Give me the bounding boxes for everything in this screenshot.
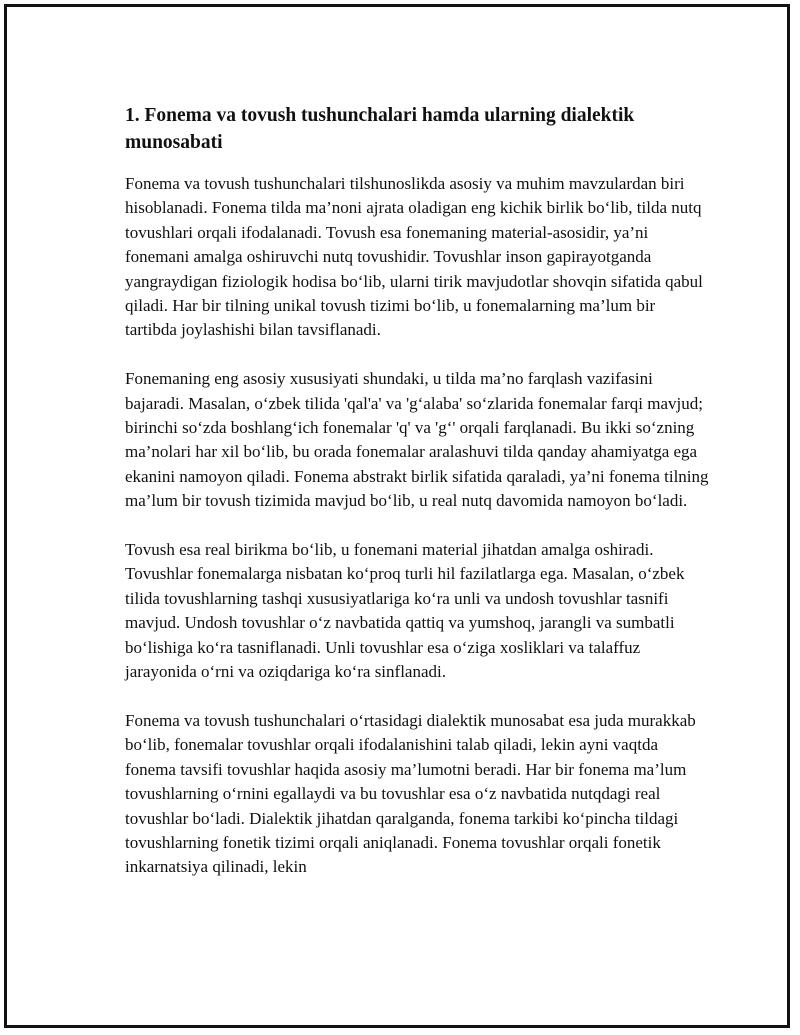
section-heading: 1. Fonema va tovush tushunchalari hamda ularning dialektik munosabati [125, 105, 635, 153]
paragraph-2: Fonemaning eng asosiy xususiyati shundaki, u tilda ma’no farqlash vazifasini bajaradi. Masalan, o‘zbek tilida 'qal'a' va 'g‘alaba' so‘zlarida fonemalar farqi mavjud; birinchi so‘zda boshlang‘ich fonemalar 'q' va 'g‘' orqali farqlanadi. Bu ikki so‘zning ma’nolari har xil bo‘lib, bu orada fonemalar aralashuvi tilda qanday ahamiyatga ega ekanini namoyon qiladi. Fonema abstrakt birlik sifatida qaraladi, ya’ni fonema tilning ma’lum bir tovush tizimida mavjud bo‘lib, u real nutq davomida namoyon bo‘ladi. [125, 369, 709, 511]
page-border [4, 4, 790, 1028]
paragraph-4: Fonema va tovush tushunchalari o‘rtasidagi dialektik munosabat esa juda murakkab bo‘lib, fonemalar tovushlar orqali ifodalanishini talab qiladi, lekin ayni vaqtda fonema tavsifi tovushlar haqida asosiy ma’lumotni beradi. Har bir fonema ma’lum tovushlarning o‘rnini egallaydi va bu tovushlar esa o‘z navbatida nutqdagi real tovushlar bo‘ladi. Dialektik jihatdan qaralganda, fonema tarkibi ko‘pincha tildagi tovushlarning fonetik tizimi orqali aniqlanadi. Fonema tovushlar orqali fonetik inkarnatsiya qilinadi, lekin [125, 710, 696, 877]
paragraph-3: Tovush esa real birikma bo‘lib, u fonemani material jihatdan amalga oshiradi. Tovushlar fonemalarga nisbatan ko‘proq turli hil fazilatlarga ega. Masalan, o‘zbek tilida tovushlarning tashqi xususiyatlariga ko‘ra unli va undosh tovushlar tasnifi mavjud. Undosh tovushlar o‘z navbatida qattiq va yumshoq, jarangli va sumbatli bo‘lishiga ko‘ra tasniflanadi. Unli tovushlar esa o‘ziga xosliklari va talaffuz jarayonida o‘rni va oziqdariga ko‘ra sinflanadi. [125, 540, 685, 682]
paragraph-1: Fonema va tovush tushunchalari tilshunoslikda asosiy va muhim mavzulardan biri hisoblanadi. Fonema tilda ma’noni ajrata oladigan eng kichik birlik bo‘lib, tilda nutq tovushlari orqali ifodalanadi. Tovush esa fonemaning material-asosidir, ya’ni fonemani amalga oshiruvchi nutq tovushidir. Tovushlar inson gapirayotganda yangraydigan fiziologik hodisa bo‘lib, ularni tirik mavjudotlar shovqin sifatida qabul qiladi. Har bir tilning unikal tovush tizimi bo‘lib, u fonemalarning ma’lum bir tartibda joylashishi bilan tavsiflanadi. [125, 174, 703, 340]
document-body [125, 102, 710, 904]
